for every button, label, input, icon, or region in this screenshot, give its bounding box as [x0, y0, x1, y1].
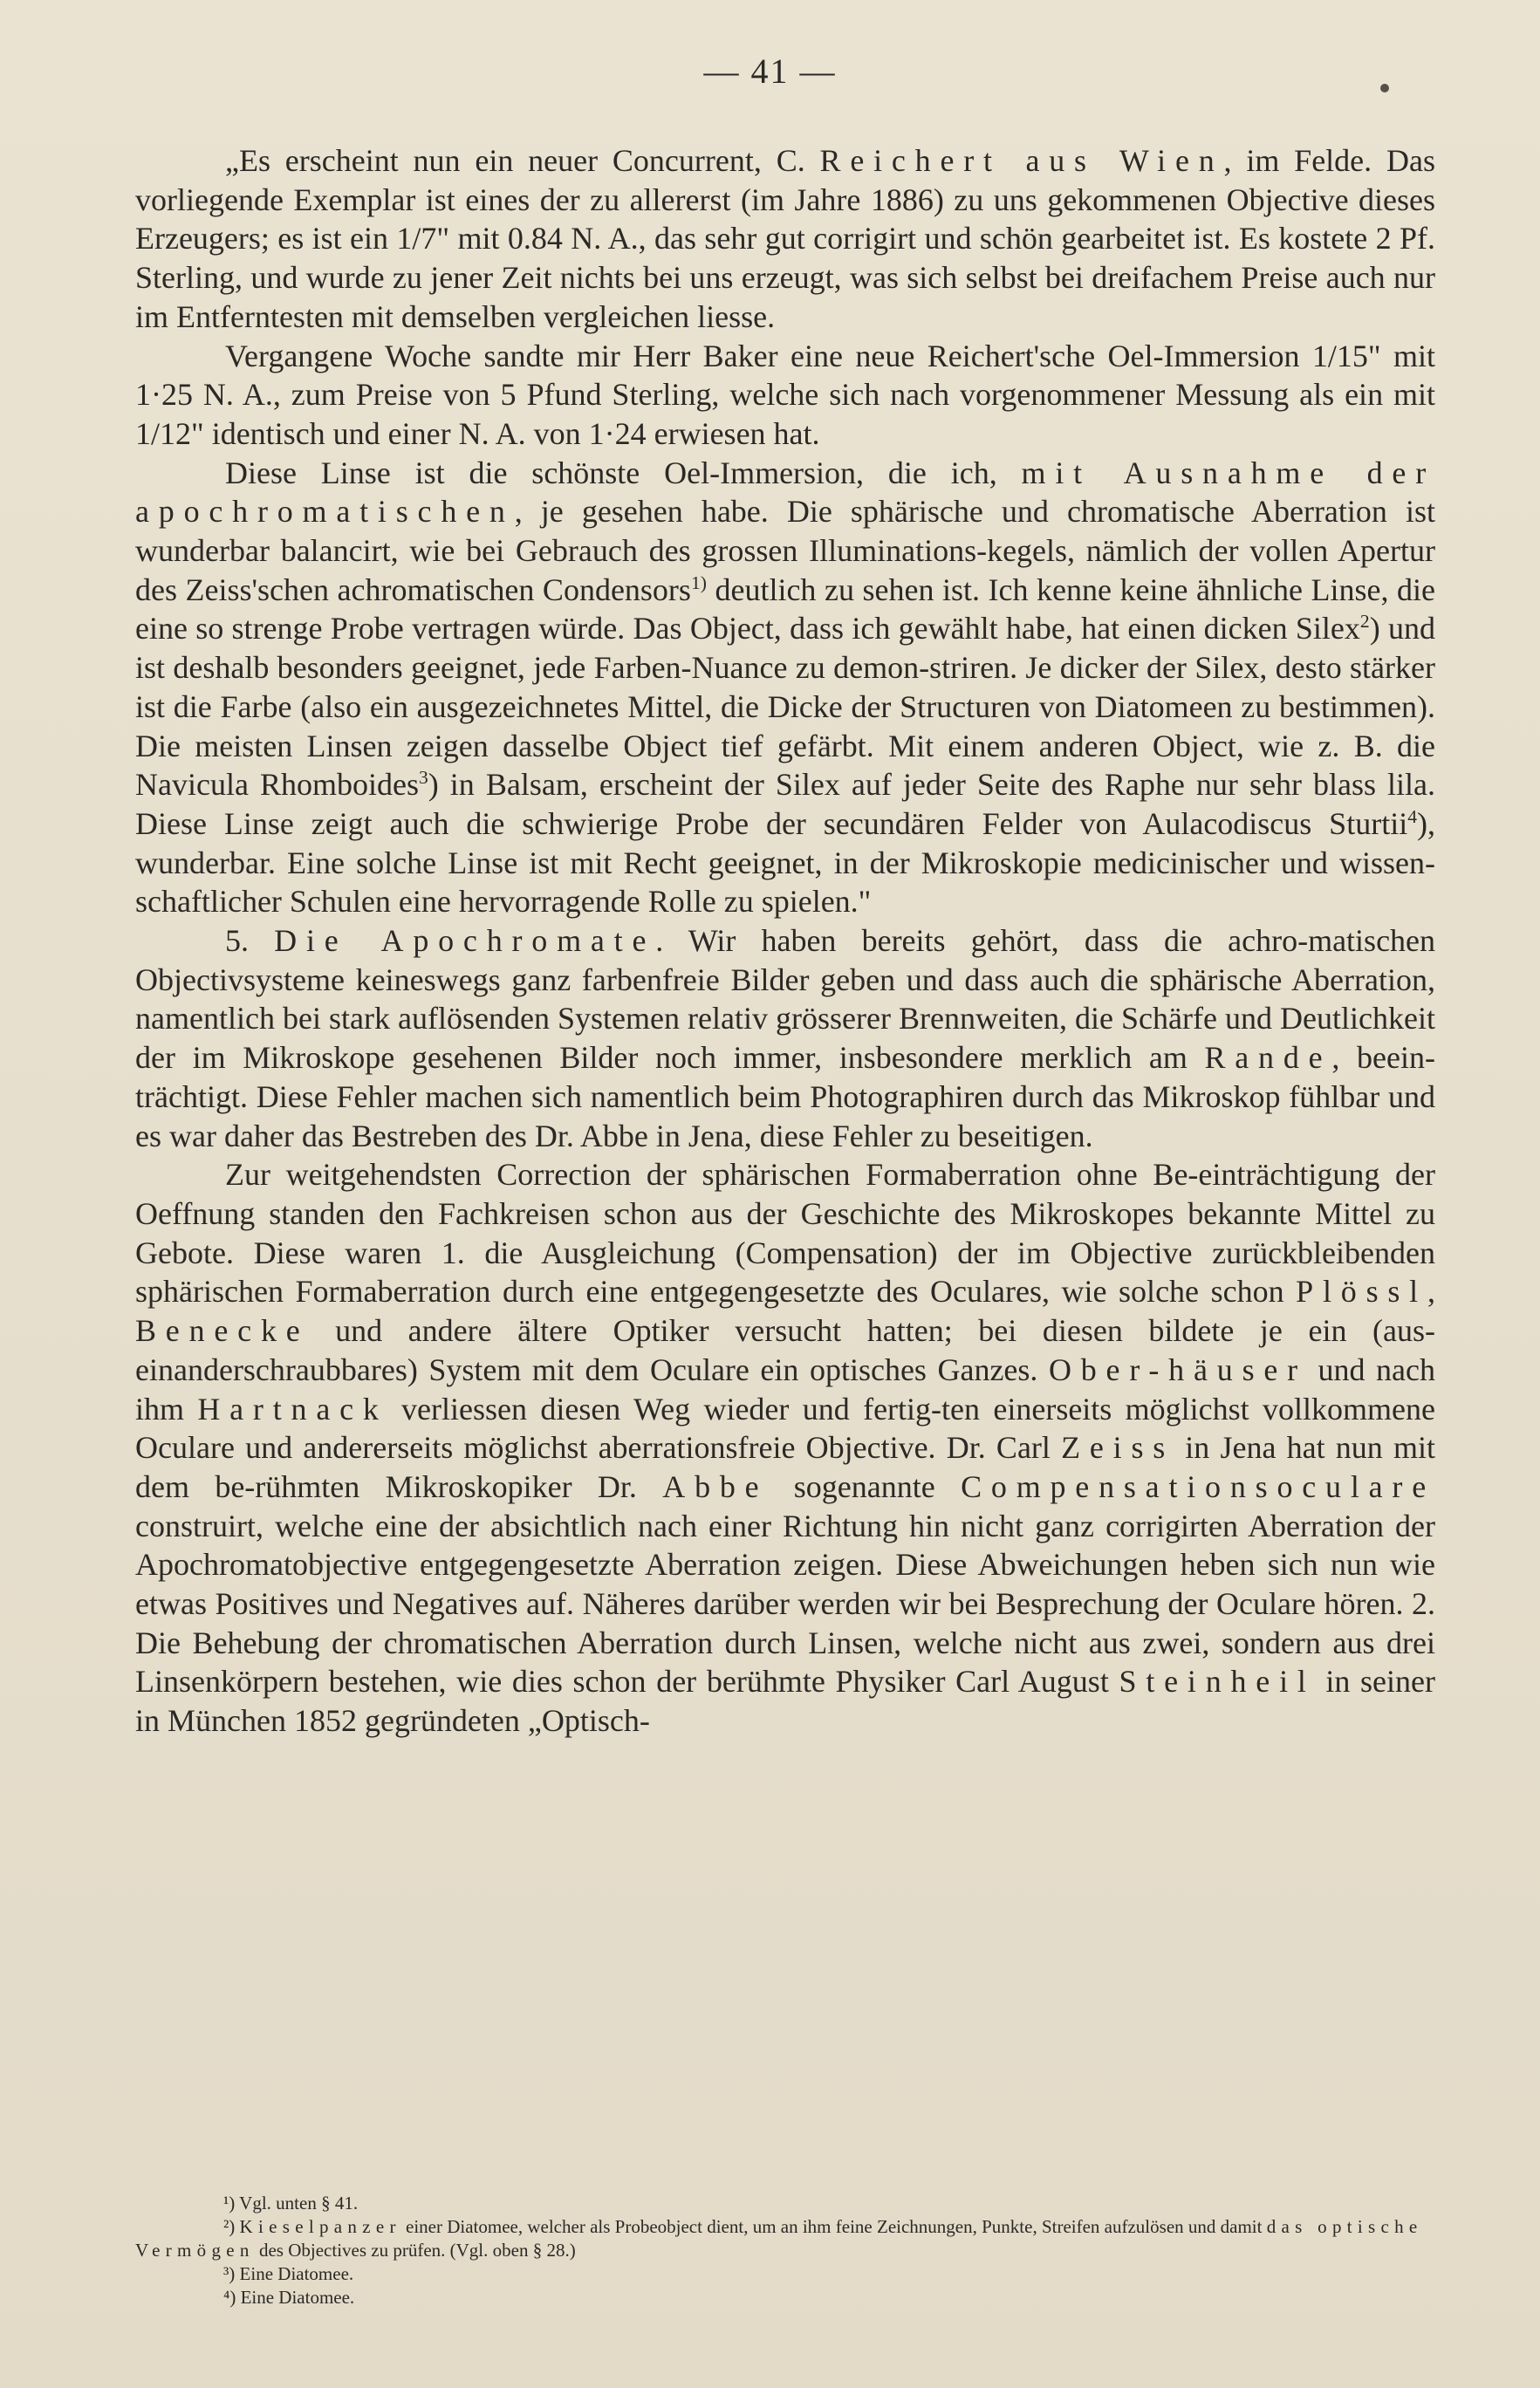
- text-run: ,: [1427, 1274, 1435, 1310]
- spaced-emphasis: Ober-häuser: [1048, 1351, 1307, 1387]
- spaced-emphasis: das optische Vermögen: [135, 2216, 1423, 2261]
- text-run: , im Felde. Das vorliegende Exemplar ist eines der zu allererst (im Jahre 1886) zu uns gekommenen Objective dieses Erzeugers; es ist ein 1/7" mit 0.84 N. A., das sehr gut corrigirt und schön gearbeitet ist. Es kostete 2 Pf. Sterling, und wurde zu jener Zeit nichts bei uns erzeugt, was sich selbst bei dreifachem Preise auch nur im Entferntesten mit demselben vergleichen liesse.: [135, 143, 1435, 334]
- text-run: , beein-trächtigt. Diese Fehler machen sich namentlich beim Photographiren durch das Mikroskop fühlbar und es war daher das Bestreben des Dr. Abbe in Jena, diese Fehler zu beseitigen.: [135, 1040, 1435, 1153]
- text-run: ), wunderbar. Eine solche Linse ist mit Recht geeignet, in der Mikroskopie medicinischer und wissen-schaftlicher Schulen eine hervorragende Rolle zu spielen.": [135, 805, 1435, 920]
- spaced-emphasis: Compensationsoculare: [961, 1468, 1435, 1504]
- paragraph: [135, 141, 1435, 337]
- footnote-ref: 4: [1407, 805, 1417, 827]
- paragraph: [135, 454, 1435, 921]
- paragraph: [135, 1155, 1435, 1741]
- text-run: des Objectives zu prüfen. (Vgl. oben § 28.): [254, 2240, 576, 2261]
- text-run: , je gesehen habe. Die sphärische und chromatische Aberration ist wunderbar balancirt, wie bei Gebrauch des grossen Illuminations-kegels, nämlich der vollen Apertur des Zeiss'schen achromatischen Condensors: [135, 494, 1435, 607]
- text-run: verliessen diesen Weg wieder und fertig-ten einerseits möglichst vollkommene Oculare und andererseits möglichst aberrationsfreie Objective. Dr. Carl: [135, 1391, 1435, 1466]
- spaced-emphasis: Zeiss: [1061, 1430, 1175, 1466]
- text-run: sogenannte: [768, 1468, 962, 1504]
- text-run: „Es erscheint nun ein neuer Concurrent, C.: [225, 143, 820, 178]
- text-run: ³) Eine Diatomee.: [223, 2263, 354, 2284]
- spaced-emphasis: Kieselpanzer: [239, 2216, 401, 2237]
- text-run: deutlich zu sehen ist. Ich kenne keine ähnliche Linse, die eine so strenge Probe vertragen würde. Das Object, dass ich gewählt habe, hat einen dicken Silex: [135, 571, 1435, 647]
- footnote: [135, 2262, 1435, 2286]
- text-run: in Jena hat nun mit dem be-rühmten Mikroskopiker Dr.: [135, 1430, 1435, 1504]
- spaced-emphasis: Hartnack: [197, 1391, 388, 1427]
- footnote: [135, 2192, 1435, 2215]
- paragraph: [135, 921, 1435, 1155]
- footnotes: [135, 2192, 1435, 2309]
- spaced-emphasis: mit Ausnahme der apochromatischen: [135, 455, 1435, 530]
- text-run: und andere ältere Optiker versucht hatten; bei diesen bildete je ein (aus-einanderschraubbares) System mit dem Oculare ein optisches Ganzes.: [135, 1313, 1435, 1387]
- text-run: Zur weitgehendsten Correction der sphärischen Formaberration ohne Be-einträchtigung der Oeffnung standen den Fachkreisen schon aus der Geschichte des Mikroskopes bekannte Mittel zu Gebote. Diese waren 1. die Ausgleichung (Compensation) der im Objective zurückbleibenden sphärischen Formaberration durch eine entgegengesetzte des Oculares, wie solche schon: [135, 1157, 1435, 1310]
- text-run: einer Diatomee, welcher als Probeobject dient, um an ihm feine Zeichnungen, Punkte, Streifen aufzulösen und damit: [400, 2216, 1267, 2237]
- spaced-emphasis: Steinheil: [1119, 1664, 1316, 1700]
- text-run: ¹) Vgl. unten § 41.: [223, 2193, 359, 2214]
- text-run: 5.: [225, 923, 275, 959]
- footnote: [135, 2215, 1435, 2262]
- text-run: und nach ihm: [135, 1351, 1435, 1427]
- spaced-emphasis: Rande: [1204, 1040, 1332, 1076]
- ink-dot-mark: [1380, 84, 1389, 92]
- paragraph: [135, 337, 1435, 454]
- text-run: ²): [223, 2216, 240, 2237]
- spaced-emphasis: Plössl: [1296, 1274, 1427, 1310]
- text-run: in seiner in München 1852 gegründeten „Optisch-: [135, 1664, 1435, 1739]
- text-run: ) in Balsam, erscheint der Silex auf jeder Seite des Raphe nur sehr blass lila. Diese Linse zeigt auch die schwierige Probe der secundären Felder von Aulacodiscus Sturtii: [135, 767, 1435, 841]
- spaced-emphasis: Abbe: [662, 1468, 769, 1504]
- text-run: . Wir haben bereits gehört, dass die achro-matischen Objectivsysteme keineswegs ganz farbenfreie Bilder geben und dass auch die sphärische Aberration, namentlich bei stark auflösenden Systemen relativ grösserer Brennweiten, die Schärfe und Deutlichkeit der im Mikroskope gesehenen Bilder noch immer, insbesondere merklich am: [135, 923, 1436, 1076]
- page-number: — 41 —: [703, 51, 837, 91]
- text-run: construirt, welche eine der absichtlich nach einer Richtung hin nicht ganz corrigirten Aberration der Apochromatobjective entgegengesetzte Aberration zeigen. Diese Abweichungen heben sich nun wie etwas Positives und Negatives auf. Näheres darüber werden wir bei Besprechung der Oculare hören. 2. Die Behebung der chromatischen Aberration durch Linsen, welche nicht aus zwei, sondern aus drei Linsenkörpern bestehen, wie dies schon der berühmte Physiker Carl August: [135, 1508, 1435, 1700]
- footnote: [135, 2286, 1435, 2309]
- footnote-ref: 2: [1359, 611, 1370, 633]
- spaced-emphasis: Benecke: [135, 1313, 310, 1349]
- footnote-ref: 1): [690, 571, 707, 593]
- footnote-ref: 3: [418, 767, 428, 789]
- spaced-emphasis: Reichert aus Wien: [819, 143, 1224, 178]
- text-run: ) und ist deshalb besonders geeignet, jede Farben-Nuance zu demon-striren. Je dicker der Silex, desto stärker ist die Farbe (also ein ausgezeichnetes Mittel, die Dicke der Structuren von Diatomeen zu bestimmen). Die meisten Linsen zeigen dasselbe Object tief gefärbt. Mit einem anderen Object, wie z. B. die Navicula Rhomboides: [135, 611, 1435, 803]
- spaced-emphasis: Die Apochromate: [274, 923, 656, 959]
- text-run: Diese Linse ist die schönste Oel-Immersion, die ich,: [225, 455, 1022, 490]
- text-run: Vergangene Woche sandte mir Herr Baker eine neue Reichert'sche Oel-Immersion 1/15" mit 1·25 N. A., zum Preise von 5 Pfund Sterling, welche sich nach vorgenommener Messung als ein mit 1/12" identisch und einer N. A. von 1·24 erwiesen hat.: [135, 338, 1435, 451]
- text-run: ⁴) Eine Diatomee.: [223, 2287, 355, 2308]
- body-text: [135, 141, 1435, 1741]
